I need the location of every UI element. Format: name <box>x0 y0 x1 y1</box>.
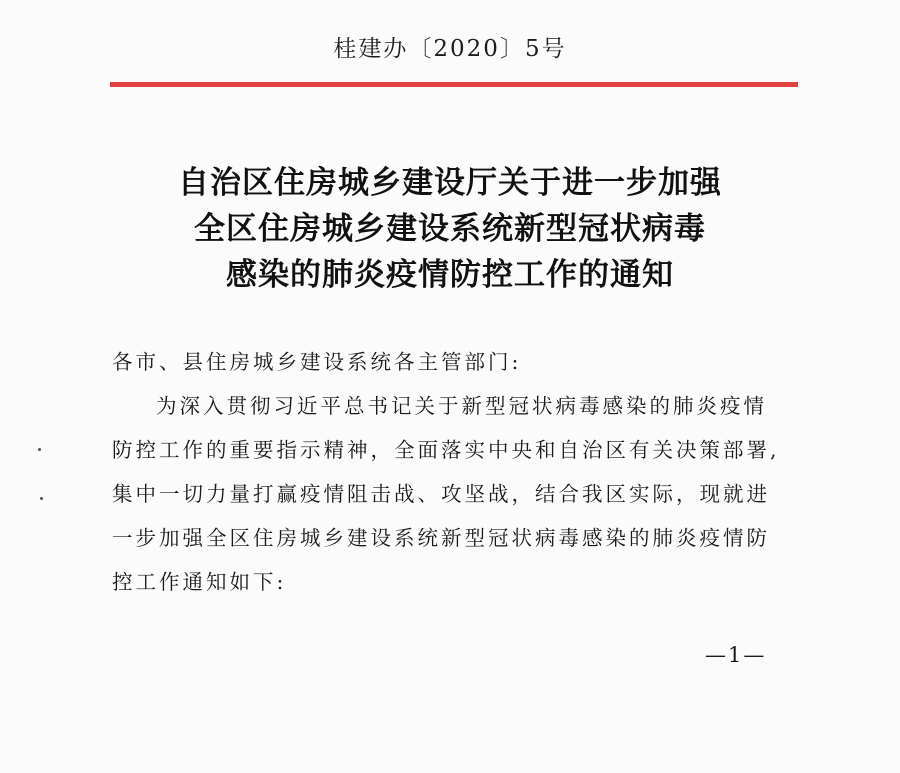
document-title <box>0 160 900 298</box>
red-header-rule <box>110 82 798 87</box>
body-line-3: 集中一切力量打赢疫情阻击战、攻坚战，结合我区实际，现就进 <box>112 482 770 506</box>
document-number: 桂建办〔2020〕5号 <box>333 36 567 62</box>
salutation: 各市、县住房城乡建设系统各主管部门: <box>112 350 522 374</box>
scan-speck <box>40 497 43 500</box>
title-line-1: 自治区住房城乡建设厅关于进一步加强 <box>178 165 722 201</box>
document-body <box>112 340 802 604</box>
title-line-3: 感染的肺炎疫情防控工作的通知 <box>226 257 674 293</box>
page-number: —1— <box>705 643 767 667</box>
body-line-2: 防控工作的重要指示精神，全面落实中央和自治区有关决策部署, <box>112 438 780 462</box>
scan-speck <box>38 448 41 451</box>
body-line-1: 为深入贯彻习近平总书记关于新型冠状病毒感染的肺炎疫情 <box>156 394 767 418</box>
body-line-4: 一步加强全区住房城乡建设系统新型冠状病毒感染的肺炎疫情防 <box>112 526 770 550</box>
body-line-5: 控工作通知如下: <box>112 570 287 594</box>
title-line-2: 全区住房城乡建设系统新型冠状病毒 <box>194 211 706 247</box>
